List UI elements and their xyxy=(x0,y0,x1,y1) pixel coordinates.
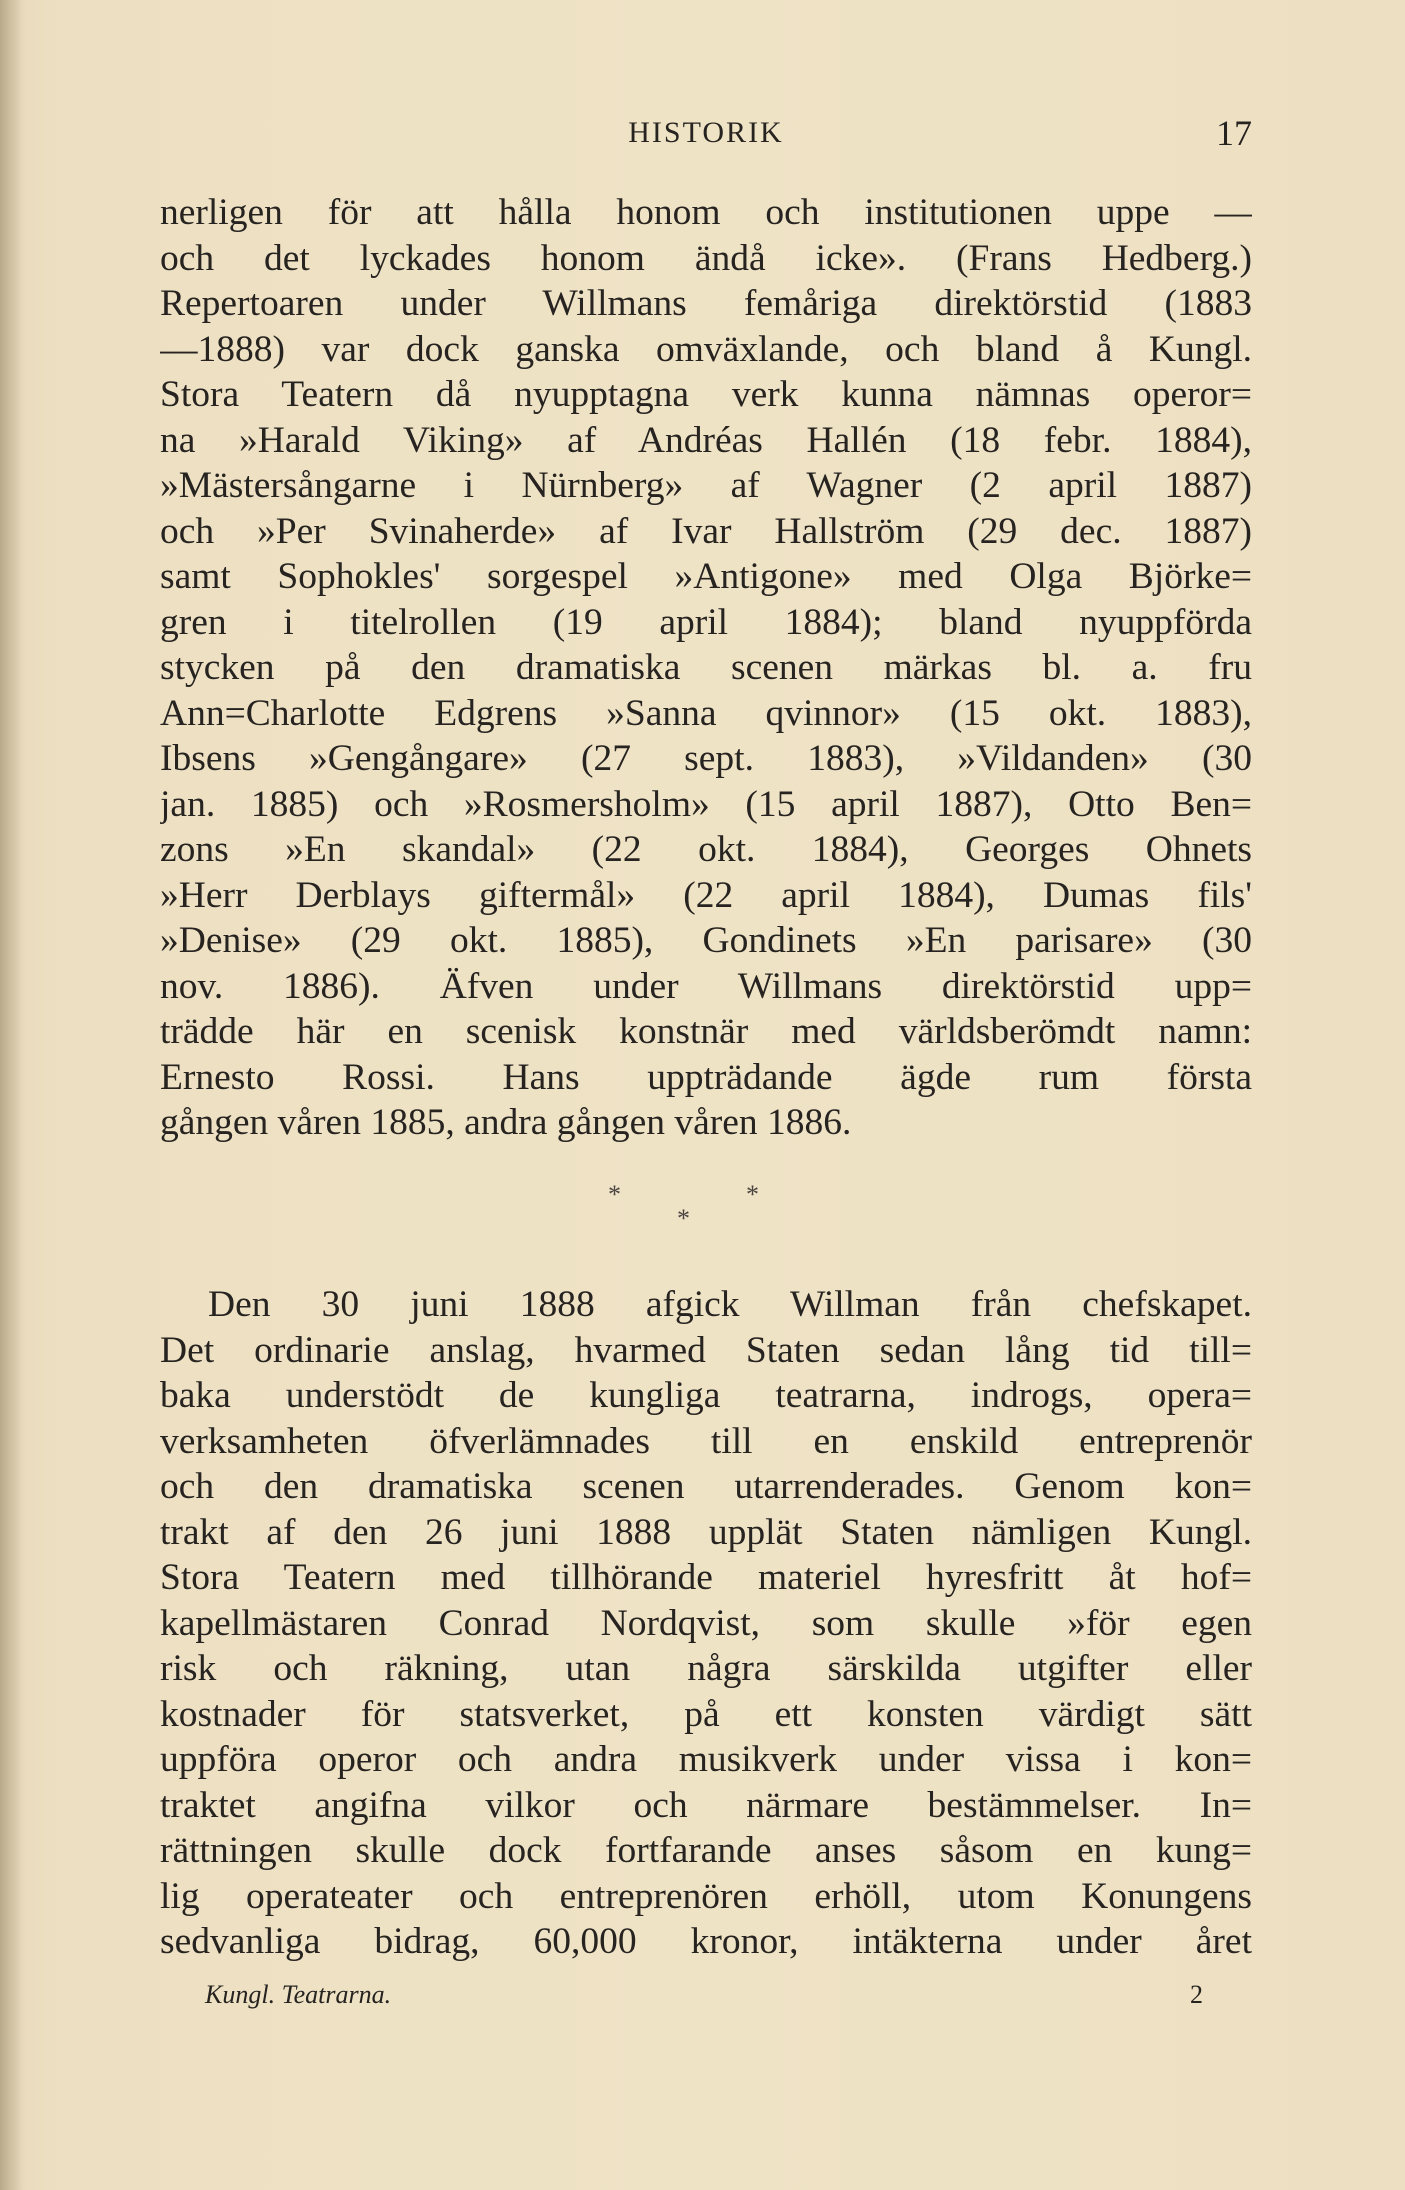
text-line: nov. 1886). Äfven under Willmans direktörstid upp= xyxy=(160,965,1252,1007)
text-line: trädde här en scenisk konstnär med världsberömdt namn: xyxy=(160,1011,1252,1052)
text-line: zons »En skandal» (22 okt. 1884), Georges Ohnets xyxy=(160,829,1252,870)
printers-signature xyxy=(205,1980,1205,2020)
text-line: lig operateater och entreprenören erhöll, utom Konungens xyxy=(160,1875,1252,1917)
text-line: kapellmästaren Conrad Nordqvist, som skulle »för egen xyxy=(160,1602,1252,1644)
signature-number: 2 xyxy=(1190,1980,1203,2009)
running-head xyxy=(160,112,1252,158)
signature-label: Kungl. Teatrarna. xyxy=(205,1980,392,2009)
text-line: och »Per Svinaherde» af Ivar Hallström (29 dec. 1887) xyxy=(160,510,1252,552)
running-head-title: HISTORIK xyxy=(628,116,784,149)
text-line: jan. 1885) och »Rosmersholm» (15 april 1887), Otto Ben= xyxy=(160,783,1252,825)
text-line: Den 30 juni 1888 afgick Willman från chefskapet. xyxy=(208,1284,1252,1325)
text-line: samt Sophokles' sorgespel »Antigone» med Olga Björke= xyxy=(160,556,1252,597)
text-line: sedvanliga bidrag, 60,000 kronor, intäkterna under året xyxy=(160,1921,1252,1962)
text-line: risk och räkning, utan några särskilda utgifter eller xyxy=(160,1648,1252,1689)
paragraph-repertoire xyxy=(160,190,1252,1146)
asterisk-glyph: * xyxy=(677,1204,690,1233)
text-line: gren i titelrollen (19 april 1884); bland nyuppförda xyxy=(160,601,1252,643)
text-line: »Mästersångarne i Nürnberg» af Wagner (2 april 1887) xyxy=(160,465,1252,506)
text-line: och det lyckades honom ändå icke». (Frans Hedberg.) xyxy=(160,237,1252,279)
paragraph-chef-change xyxy=(160,1282,1252,1965)
text-line: gången våren 1885, andra gången våren 1886. xyxy=(160,1102,852,1143)
text-line: uppföra operor och andra musikverk under vissa i kon= xyxy=(160,1739,1252,1780)
section-break-asterism xyxy=(560,1180,820,1240)
text-line: kostnader för statsverket, på ett konsten värdigt sätt xyxy=(160,1693,1252,1735)
text-line: Ibsens »Gengångare» (27 sept. 1883), »Vildanden» (30 xyxy=(160,738,1252,779)
text-line: Repertoaren under Willmans femåriga direktörstid (1883 xyxy=(160,283,1252,324)
text-line: baka understödt de kungliga teatrarna, indrogs, opera= xyxy=(160,1375,1252,1416)
page-number: 17 xyxy=(1216,113,1252,153)
text-line: Ann=Charlotte Edgrens »Sanna qvinnor» (15 okt. 1883), xyxy=(160,692,1252,734)
text-line: —1888) var dock ganska omväxlande, och bland å Kungl. xyxy=(160,328,1252,370)
text-line: nerligen för att hålla honom och institutionen uppe — xyxy=(160,192,1252,233)
text-line: rättningen skulle dock fortfarande anses såsom en kung= xyxy=(160,1830,1252,1871)
text-line: Stora Teatern då nyupptagna verk kunna nämnas operor= xyxy=(160,374,1252,415)
text-line: »Denise» (29 okt. 1885), Gondinets »En parisare» (30 xyxy=(160,920,1252,961)
text-line: Ernesto Rossi. Hans uppträdande ägde rum första xyxy=(160,1056,1252,1098)
text-line: Stora Teatern med tillhörande materiel hyresfritt åt hof= xyxy=(160,1557,1252,1598)
text-line: na »Harald Viking» af Andréas Hallén (18 febr. 1884), xyxy=(160,419,1252,461)
text-line: och den dramatiska scenen utarrenderades. Genom kon= xyxy=(160,1466,1252,1507)
text-line: verksamheten öfverlämnades till en enskild entreprenör xyxy=(160,1420,1252,1462)
asterisk-glyph: * xyxy=(608,1180,621,1209)
text-line: Det ordinarie anslag, hvarmed Staten sedan lång tid till= xyxy=(160,1329,1252,1371)
text-line: stycken på den dramatiska scenen märkas bl. a. fru xyxy=(160,647,1252,688)
text-line: »Herr Derblays giftermål» (22 april 1884), Dumas fils' xyxy=(160,874,1252,916)
binding-edge xyxy=(0,0,22,2190)
text-line: trakt af den 26 juni 1888 upplät Staten nämligen Kungl. xyxy=(160,1511,1252,1553)
text-line: traktet angifna vilkor och närmare bestämmelser. In= xyxy=(160,1784,1252,1826)
asterisk-glyph: * xyxy=(746,1180,759,1209)
